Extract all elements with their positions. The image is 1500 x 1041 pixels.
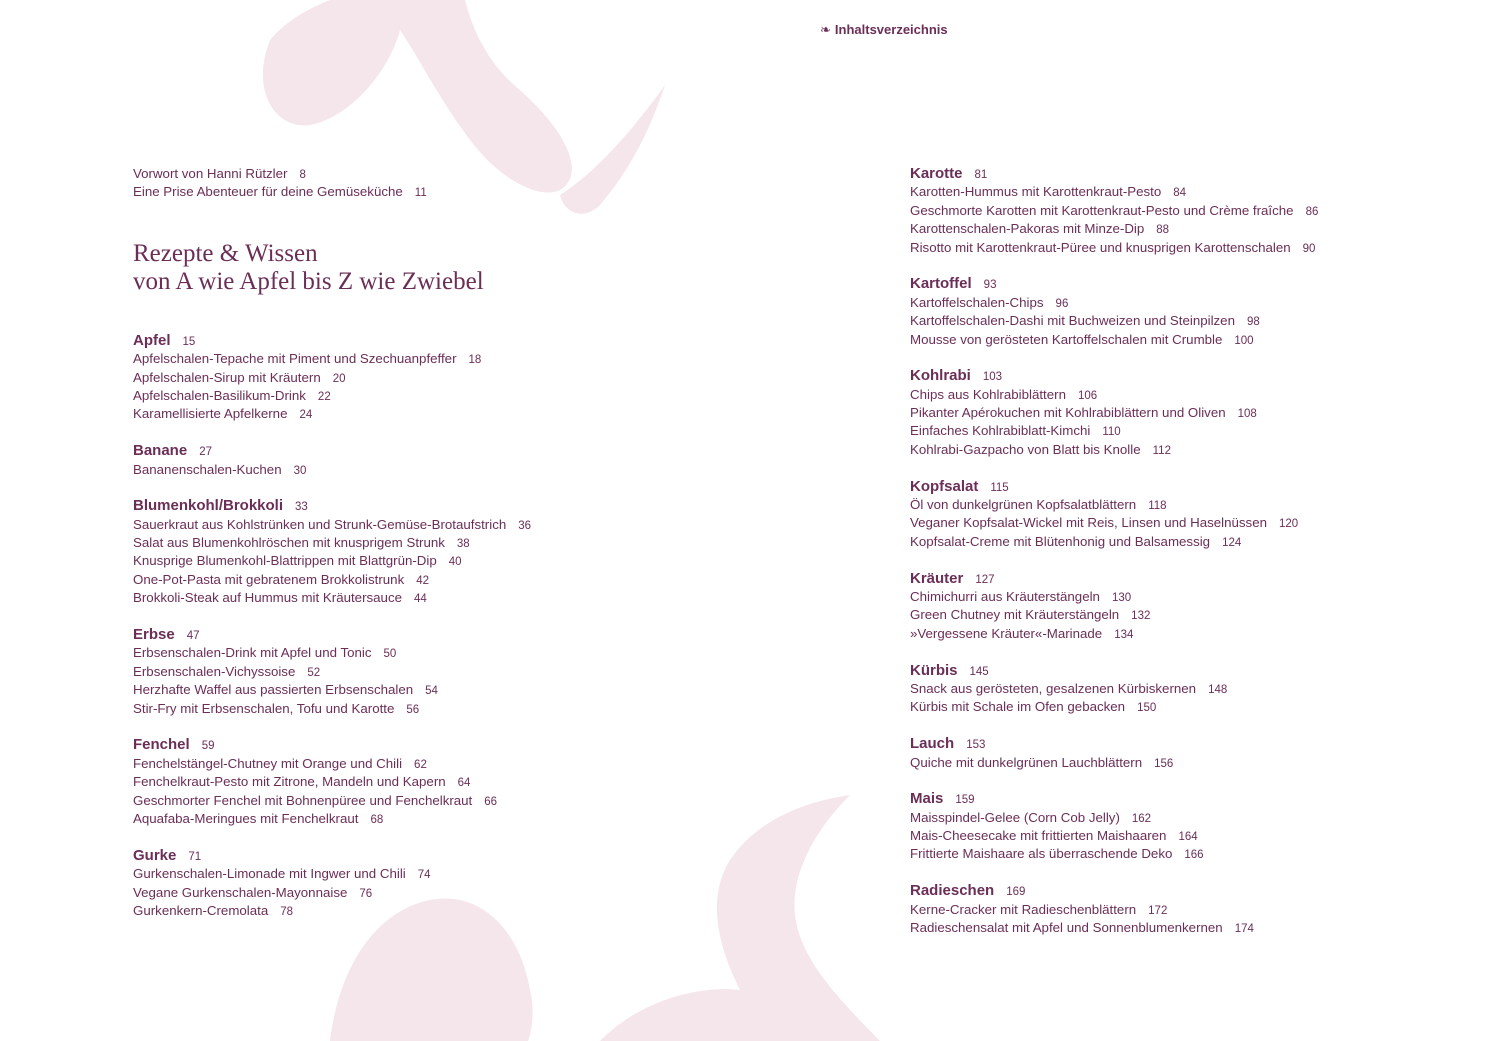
entry-title: Herzhafte Waffel aus passierten Erbsenschalen: [133, 682, 414, 698]
toc-entry: [133, 534, 813, 552]
entry-title: Einfaches Kohlrabiblatt-Kimchi: [910, 423, 1091, 439]
entry-title: Erbsenschalen-Vichyssoise: [133, 663, 296, 679]
page-number: 156: [1154, 757, 1174, 770]
entry-title: Chips aus Kohlrabiblättern: [910, 386, 1066, 402]
toc-entry: [910, 754, 1490, 772]
toc-entry: [910, 606, 1490, 624]
section-name: Gurke: [133, 846, 177, 864]
page-number: 162: [1131, 812, 1152, 825]
entry-title: Veganer Kopfsalat-Wickel mit Reis, Linsen und Haselnüssen: [910, 515, 1267, 531]
page-number: 132: [1131, 610, 1151, 623]
toc-section: [133, 736, 813, 828]
toc-entry: [133, 792, 813, 810]
entry-title: Gurkenkern-Cremolata: [133, 902, 269, 918]
page-number: 93: [983, 279, 997, 292]
intro-list: [133, 165, 813, 202]
page-number: 38: [456, 538, 470, 551]
page-number: 103: [982, 371, 1003, 384]
entry-title: Mais-Cheesecake mit frittierten Maishaaren: [910, 828, 1167, 844]
section-heading: [133, 442, 813, 460]
section-name: Karotte: [910, 165, 963, 182]
toc-section: [910, 882, 1490, 937]
entry-title: Knusprige Blumenkohl-Blattrippen mit Blattgrün-Dip: [133, 553, 437, 569]
page-number: 68: [370, 813, 384, 826]
page-number: 145: [969, 665, 989, 678]
entry-title: Snack aus gerösteten, gesalzenen Kürbiskernen: [910, 680, 1197, 696]
toc-section: [910, 478, 1490, 552]
page-number: 169: [1006, 886, 1026, 899]
section-heading: [910, 882, 1490, 900]
chapter-title-line2: von A wie Apfel bis Z wie Zwiebel: [133, 267, 484, 295]
toc-entry: [910, 533, 1490, 551]
ornament-top-left-loop: [263, 0, 572, 193]
entry-title: »Vergessene Kräuter«-Marinade: [910, 625, 1103, 641]
toc-entry: [910, 919, 1490, 937]
entry-title: Quiche mit dunkelgrünen Lauchblättern: [910, 754, 1143, 770]
toc-entry: [133, 755, 813, 773]
page-number: 66: [484, 795, 498, 808]
toc-entry: [910, 202, 1490, 220]
toc-right-column: [910, 165, 1490, 956]
entry-title: Brokkoli-Steak auf Hummus mit Kräutersauce: [133, 590, 402, 606]
entry-title: Kohlrabi-Gazpacho von Blatt bis Knolle: [910, 441, 1141, 457]
toc-entry: [910, 183, 1490, 201]
entry-title: Salat aus Blumenkohlröschen mit knusprigem Strunk: [133, 535, 445, 551]
page-number: 47: [186, 630, 200, 643]
page-number: 150: [1137, 702, 1157, 715]
toc-entry: [910, 331, 1490, 349]
page-number: 100: [1234, 334, 1254, 347]
toc-entry: [910, 220, 1490, 238]
page-number: 86: [1305, 205, 1319, 218]
page-number: 74: [417, 869, 431, 882]
entry-title: Sauerkraut aus Kohlstrünken und Strunk-Gemüse-Brotaufstrich: [133, 516, 507, 532]
toc-entry: [910, 496, 1490, 514]
toc-section: [133, 847, 813, 921]
page-number: 166: [1184, 849, 1204, 862]
toc-entry: [133, 902, 813, 920]
entry-title: Kopfsalat-Creme mit Blütenhonig und Balsamessig: [910, 533, 1211, 549]
toc-entry: [910, 680, 1490, 698]
page-number: 18: [468, 354, 482, 367]
toc-entry: [133, 865, 813, 883]
toc-sections-left: [133, 332, 813, 921]
toc-entry: [910, 698, 1490, 716]
entry-title: Vorwort von Hanni Rützler: [133, 166, 288, 181]
toc-section: [910, 367, 1490, 459]
entry-title: Apfelschalen-Tepache mit Piment und Szechuanpfeffer: [133, 351, 457, 367]
entry-title: Radieschensalat mit Apfel und Sonnenblumenkernen: [910, 920, 1223, 936]
toc-section: [910, 165, 1490, 257]
page-number: 50: [383, 648, 397, 661]
toc-entry: [133, 405, 813, 423]
toc-entry: [910, 294, 1490, 312]
section-name: Banane: [133, 442, 188, 460]
toc-entry: [133, 350, 813, 368]
toc-entry: [133, 663, 813, 681]
entry-title: Karottenschalen-Pakoras mit Minze-Dip: [910, 221, 1145, 237]
page-number: 11: [414, 187, 427, 200]
toc-entry: [133, 183, 813, 201]
page-number: 88: [1156, 224, 1170, 237]
section-heading: [910, 367, 1490, 385]
page-number: 33: [295, 501, 308, 514]
toc-left-column: [133, 165, 813, 939]
toc-entry: [910, 386, 1490, 404]
entry-title: Geschmorte Karotten mit Karottenkraut-Pesto und Crème fraîche: [910, 202, 1294, 218]
page-number: 127: [975, 573, 995, 586]
page-number: 106: [1077, 389, 1098, 402]
toc-entry: [133, 369, 813, 387]
section-heading: [910, 165, 1490, 183]
page-number: 153: [966, 739, 986, 752]
page-number: 118: [1148, 500, 1167, 513]
section-name: Erbse: [133, 626, 175, 644]
section-name: Kürbis: [910, 661, 958, 679]
page-number: 52: [307, 666, 321, 679]
section-heading: [910, 662, 1490, 680]
entry-title: Apfelschalen-Sirup mit Kräutern: [133, 369, 321, 385]
toc-section: [910, 735, 1490, 772]
entry-title: Fenchelkraut-Pesto mit Zitrone, Mandeln und Kapern: [133, 774, 446, 790]
toc-entry: [133, 884, 813, 902]
toc-entry: [133, 681, 813, 699]
section-heading: [910, 478, 1490, 496]
toc-entry: [133, 552, 813, 570]
toc-sections-right: [910, 165, 1490, 937]
section-heading: [133, 736, 813, 754]
page-number: 134: [1114, 628, 1134, 641]
page-number: 81: [974, 169, 988, 181]
page-number: 76: [359, 887, 373, 900]
page-number: 59: [201, 740, 215, 753]
toc-section: [910, 275, 1490, 349]
page-number: 56: [406, 703, 420, 716]
page-number: 84: [1173, 187, 1187, 200]
section-heading: [133, 497, 813, 515]
page-number: 54: [425, 685, 438, 698]
chapter-title: [133, 240, 813, 296]
section-heading: [133, 847, 813, 865]
page-number: 8: [299, 169, 306, 181]
entry-title: Stir-Fry mit Erbsenschalen, Tofu und Karotte: [133, 700, 395, 716]
entry-title: Kartoffelschalen-Dashi mit Buchweizen und Steinpilzen: [910, 313, 1235, 329]
entry-title: Kürbis mit Schale im Ofen gebacken: [910, 699, 1126, 715]
page-number: 98: [1246, 316, 1260, 329]
toc-entry: [910, 514, 1490, 532]
page-number: 64: [457, 777, 471, 790]
entry-title: One-Pot-Pasta mit gebratenem Brokkolistrunk: [133, 571, 405, 587]
entry-title: Pikanter Apérokuchen mit Kohlrabiblättern und Oliven: [910, 405, 1226, 421]
toc-entry: [910, 588, 1490, 606]
page-number: 112: [1152, 444, 1171, 457]
section-heading: [910, 570, 1490, 588]
page-number: 164: [1178, 831, 1198, 844]
section-name: Apfel: [133, 331, 171, 349]
section-name: Kopfsalat: [910, 477, 979, 495]
page-number: 96: [1055, 297, 1069, 310]
entry-title: Kerne-Cracker mit Radieschenblättern: [910, 901, 1137, 917]
entry-title: Bananenschalen-Kuchen: [133, 461, 282, 477]
section-heading: [910, 735, 1490, 753]
page-number: 90: [1302, 242, 1316, 255]
page-number: 172: [1148, 904, 1168, 917]
toc-entry: [133, 165, 813, 183]
entry-title: Chimichurri aus Kräuterstängeln: [910, 588, 1100, 604]
entry-title: Vegane Gurkenschalen-Mayonnaise: [133, 884, 348, 900]
page-number: 120: [1278, 518, 1299, 531]
toc-section: [133, 442, 813, 479]
section-name: Fenchel: [133, 736, 190, 754]
entry-title: Maisspindel-Gelee (Corn Cob Jelly): [910, 809, 1120, 825]
section-name: Blumenkohl/Brokkoli: [133, 497, 284, 515]
page-number: 130: [1111, 591, 1132, 604]
page-number: 174: [1234, 923, 1254, 936]
toc-entry: [133, 700, 813, 718]
page-number: 36: [518, 519, 532, 532]
section-name: Kohlrabi: [910, 367, 971, 385]
section-name: Kräuter: [910, 569, 964, 587]
entry-title: Erbsenschalen-Drink mit Apfel und Tonic: [133, 645, 372, 661]
toc-entry: [133, 571, 813, 589]
page-number: 27: [199, 446, 212, 459]
page-number: 159: [955, 794, 975, 807]
header-label: Inhaltsverzeichnis: [834, 22, 948, 37]
toc-section: [910, 662, 1490, 717]
toc-entry: [133, 773, 813, 791]
section-name: Radieschen: [910, 882, 995, 900]
running-header: [820, 22, 948, 38]
toc-entry: [910, 827, 1490, 845]
toc-section: [133, 626, 813, 718]
page-number: 40: [448, 556, 462, 569]
entry-title: Karotten-Hummus mit Karottenkraut-Pesto: [910, 184, 1162, 200]
section-heading: [133, 626, 813, 644]
section-name: Mais: [910, 790, 944, 808]
chapter-title-line1: Rezepte & Wissen: [133, 239, 318, 267]
page-number: 44: [414, 593, 427, 606]
section-heading: [910, 275, 1490, 293]
toc-section: [133, 332, 813, 424]
toc-entry: [133, 461, 813, 479]
entry-title: Aquafaba-Meringues mit Fenchelkraut: [133, 810, 359, 826]
entry-title: Geschmorter Fenchel mit Bohnenpüree und Fenchelkraut: [133, 792, 473, 808]
entry-title: Fenchelstängel-Chutney mit Orange und Chili: [133, 755, 403, 771]
toc-section: [133, 497, 813, 607]
entry-title: Mousse von gerösteten Kartoffelschalen mit Crumble: [910, 331, 1223, 347]
toc-entry: [910, 404, 1490, 422]
section-heading: [910, 790, 1490, 808]
section-name: Kartoffel: [910, 275, 972, 293]
entry-title: Eine Prise Abenteuer für deine Gemüseküche: [133, 184, 403, 200]
entry-title: Apfelschalen-Basilikum-Drink: [133, 387, 306, 403]
section-heading: [133, 332, 813, 350]
entry-title: Frittierte Maishaare als überraschende Deko: [910, 846, 1173, 862]
page-number: 24: [299, 409, 313, 422]
toc-entry: [133, 387, 813, 405]
toc-entry: [910, 422, 1490, 440]
page-number: 78: [280, 905, 294, 918]
page-number: 124: [1222, 536, 1242, 549]
page-number: 20: [332, 372, 346, 385]
toc-entry: [910, 845, 1490, 863]
toc-entry: [133, 516, 813, 534]
page-number: 22: [317, 390, 331, 403]
entry-title: Öl von dunkelgrünen Kopfsalatblättern: [910, 497, 1137, 513]
toc-entry: [910, 901, 1490, 919]
entry-title: Gurkenschalen-Limonade mit Ingwer und Chili: [133, 866, 406, 882]
toc-section: [910, 570, 1490, 644]
toc-entry: [910, 809, 1490, 827]
page-number: 148: [1208, 683, 1228, 696]
page-number: 115: [990, 481, 1009, 494]
page-number: 30: [293, 464, 307, 477]
entry-title: Kartoffelschalen-Chips: [910, 294, 1044, 310]
entry-title: Karamellisierte Apfelkerne: [133, 406, 288, 422]
page-number: 71: [188, 850, 202, 863]
entry-title: Green Chutney mit Kräuterstängeln: [910, 607, 1120, 623]
page-number: 42: [416, 574, 430, 587]
entry-title: Risotto mit Karottenkraut-Püree und knusprigen Karottenschalen: [910, 239, 1291, 255]
toc-section: [910, 790, 1490, 864]
toc-entry: [133, 810, 813, 828]
page-number: 15: [182, 335, 196, 348]
fleuron-icon: ❧: [820, 22, 831, 37]
section-name: Lauch: [910, 735, 955, 753]
toc-entry: [910, 312, 1490, 330]
toc-entry: [910, 239, 1490, 257]
toc-entry: [133, 589, 813, 607]
toc-entry: [910, 625, 1490, 643]
page-number: 108: [1237, 408, 1257, 421]
toc-entry: [910, 441, 1490, 459]
page-number: 62: [414, 758, 427, 771]
toc-entry: [133, 644, 813, 662]
page-number: 110: [1102, 426, 1121, 439]
